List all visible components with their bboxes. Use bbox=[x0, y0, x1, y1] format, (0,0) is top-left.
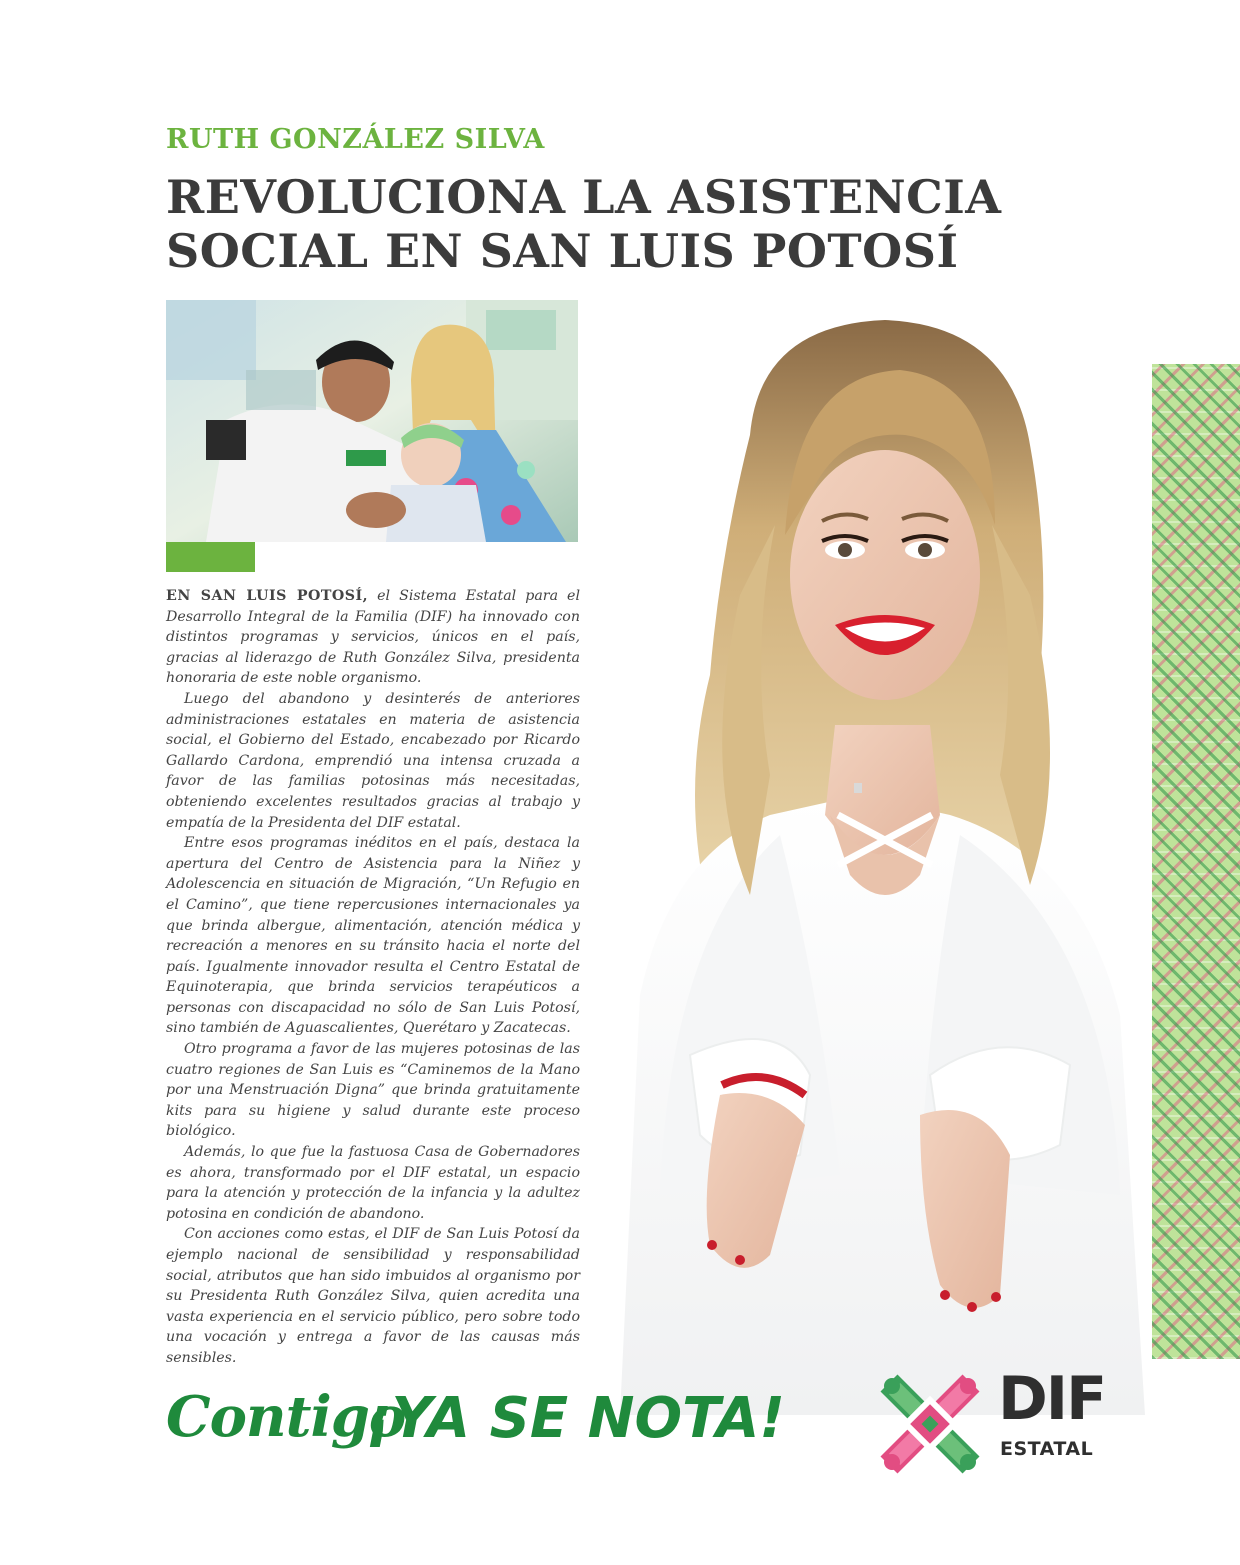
portrait-photo bbox=[600, 295, 1150, 1415]
accent-bar bbox=[166, 542, 255, 572]
paragraph-1 bbox=[166, 586, 580, 689]
dif-estatal-logo bbox=[870, 1364, 1110, 1484]
logo-name: DIF bbox=[998, 1364, 1106, 1434]
slogan-bold: ¡YA SE NOTA! bbox=[366, 1386, 785, 1451]
article-headline bbox=[166, 170, 1026, 278]
event-photo bbox=[166, 300, 578, 542]
paragraph-4: Otro programa a favor de las mujeres potosinas de las cuatro regiones de San Luis es “Caminemos de la Mano por una Menstruación Digna” que brinda gratuitamente kits para su higiene y salud durante este proceso biológico. bbox=[166, 1041, 580, 1140]
slogan bbox=[166, 1372, 846, 1472]
paragraph-3: Entre esos programas inéditos en el país, destaca la apertura del Centro de Asistencia para la Niñez y Adolescencia en situación de Migración, “Un Refugio en el Camino”, que tiene repercusiones internacionales ya que brinda albergue, alimentación, atención médica y recreación a menores en su tránsito hacia el norte del país. Igualmente innovador resulta el Centro Estatal de Equinoterapia, que brinda servicios terapéuticos a personas con discapacidad no sólo de San Luis Potosí, sino también de Aguascalientes, Querétaro y Zacatecas. bbox=[166, 835, 580, 1037]
event-photo-illustration bbox=[166, 300, 578, 542]
headline-line-2: SOCIAL EN SAN LUIS POTOSÍ bbox=[166, 224, 959, 278]
dif-floral-x-logo-icon bbox=[870, 1364, 990, 1484]
slogan-script: Contigo bbox=[166, 1384, 406, 1450]
article-body bbox=[166, 586, 580, 1369]
paragraph-6: Con acciones como estas, el DIF de San Luis Potosí da ejemplo nacional de sensibilidad y responsabilidad social, atributos que han sido imbuidos al organismo por su Presidenta Ruth González Silva, quien acredita una vasta experiencia en el servicio público, pero sobre todo una vocación y entrega a favor de las causas más sensibles. bbox=[166, 1226, 580, 1366]
paragraph-5: Además, lo que fue la fastuosa Casa de Gobernadores es ahora, transformado por el DIF estatal, un espacio para la atención y protección de la infancia y la adultez potosina en condición de abandono. bbox=[166, 1144, 580, 1222]
portrait-illustration bbox=[600, 295, 1150, 1415]
article-kicker: RUTH GONZÁLEZ SILVA bbox=[166, 124, 545, 155]
lead-in: EN SAN LUIS POTOSÍ, bbox=[166, 588, 369, 604]
headline-line-1: REVOLUCIONA LA ASISTENCIA bbox=[166, 170, 1002, 224]
decorative-pattern-strip bbox=[1152, 364, 1240, 1359]
paragraph-2: Luego del abandono y desinterés de anteriores administraciones estatales en materia de asistencia social, el Gobierno del Estado, encabezado por Ricardo Gallardo Cardona, emprendió una intensa cruzada a favor de las familias potosinas más necesitadas, obteniendo excelentes resultados gracias al trabajo y empatía de la Presidenta del DIF estatal. bbox=[166, 690, 580, 831]
logo-subtitle: ESTATAL bbox=[1000, 1438, 1094, 1460]
paragraph-1-text: el Sistema Estatal para el Desarrollo Integral de la Familia (DIF) ha innovado con distintos programas y servicios, únicos en el país, gracias al liderazgo de Ruth González Silva, presidenta honoraria de este noble organismo. bbox=[166, 588, 580, 687]
